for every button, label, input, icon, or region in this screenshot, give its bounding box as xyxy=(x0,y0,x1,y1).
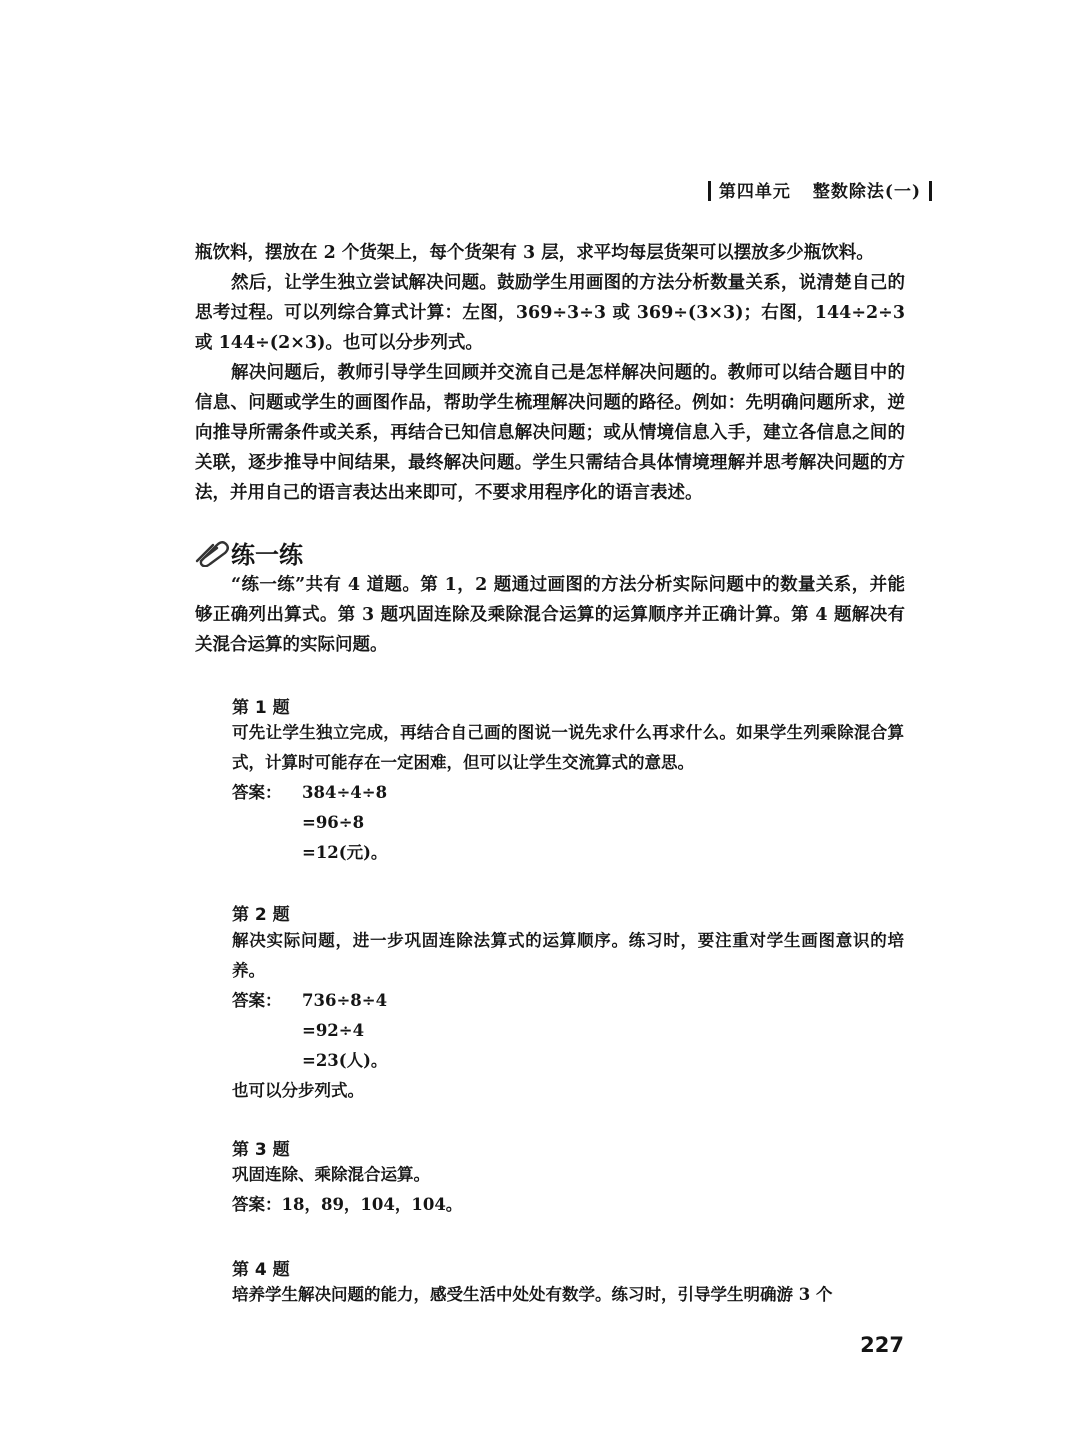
question-2-answer xyxy=(232,986,904,1016)
header-bar-left xyxy=(708,181,711,201)
paperclip-icon xyxy=(195,539,229,567)
question-1-text: 可先让学生独立完成，再结合自己画的图说一说先求什么再求什么。如果学生列乘除混合算式，计算时可能存在一定困难，但可以让学生交流算式的意思。 xyxy=(232,723,904,772)
question-4-title: 第 4 题 xyxy=(232,1260,290,1280)
calc-line: 384÷4÷8 xyxy=(302,783,388,802)
question-2-title: 第 2 题 xyxy=(232,905,290,925)
running-head xyxy=(700,177,940,202)
answer-label: 答案： xyxy=(232,991,282,1010)
question-2-note: 也可以分步列式。 xyxy=(232,1081,364,1100)
question-3-answer: 答案：18，89，104，104。 xyxy=(232,1195,463,1214)
question-2-text: 解决实际问题，进一步巩固连除法算式的运算顺序。练习时，要注重对学生画图意识的培养。 xyxy=(232,931,904,980)
answer-label: 答案： xyxy=(232,783,282,802)
question-3-body xyxy=(232,1160,904,1220)
question-3-title: 第 3 题 xyxy=(232,1140,290,1160)
calc-line: 736÷8÷4 xyxy=(302,991,388,1010)
question-3-text: 巩固连除、乘除混合运算。 xyxy=(232,1165,430,1184)
question-2-body xyxy=(232,926,904,1106)
calc-line: =12(元)。 xyxy=(302,843,388,862)
calc-line: =23(人)。 xyxy=(302,1051,388,1070)
calc-line: =92÷4 xyxy=(302,1021,365,1040)
question-4-text: 培养学生解决问题的能力，感受生活中处处有数学。练习时，引导学生明确游 3 个 xyxy=(232,1285,833,1304)
question-1-body xyxy=(232,718,904,868)
section-intro xyxy=(195,570,905,660)
paragraph: 解决问题后，教师引导学生回顾并交流自己是怎样解决问题的。教师可以结合题目中的信息、问题或学生的画图作品，帮助学生梳理解决问题的路径。例如：先明确问题所求，逆向推导所需条件或关系，再结合已知信息解决问题；或从情境信息入手，建立各信息之间的关联，逐步推导中间结果，最终解决问题。学生只需结合具体情境理解并思考解决问题的方法，并用自己的语言表达出来即可，不要求用程序化的语言表述。 xyxy=(195,363,905,503)
body-paragraphs xyxy=(195,238,905,508)
page-number: 227 xyxy=(860,1333,904,1357)
question-1-answer xyxy=(232,778,904,808)
section-intro-text: “练一练”共有 4 道题。第 1，2 题通过画图的方法分析实际问题中的数量关系，并能够正确列出算式。第 3 题巩固连除及乘除混合运算的运算顺序并正确计算。第 4 题解决有关混合运算的实际问题。 xyxy=(195,575,905,655)
section-title-text: 练一练 xyxy=(231,541,303,569)
calc-line: =96÷8 xyxy=(302,813,365,832)
paragraph: 然后，让学生独立尝试解决问题。鼓励学生用画图的方法分析数量关系，说清楚自己的思考过程。可以列综合算式计算：左图，369÷3÷3 或 369÷(3×3)；右图，144÷2÷3 或 144÷(2×3)。也可以分步列式。 xyxy=(195,273,905,353)
header-bar-right xyxy=(929,181,932,201)
question-1-title: 第 1 题 xyxy=(232,698,290,718)
paragraph-continued: 瓶饮料，摆放在 2 个货架上，每个货架有 3 层，求平均每层货架可以摆放多少瓶饮料。 xyxy=(195,243,874,263)
question-4-body xyxy=(232,1280,904,1310)
section-title xyxy=(195,535,303,570)
header-chapter: 整数除法(一) xyxy=(812,182,921,202)
header-unit: 第四单元 xyxy=(718,182,791,202)
